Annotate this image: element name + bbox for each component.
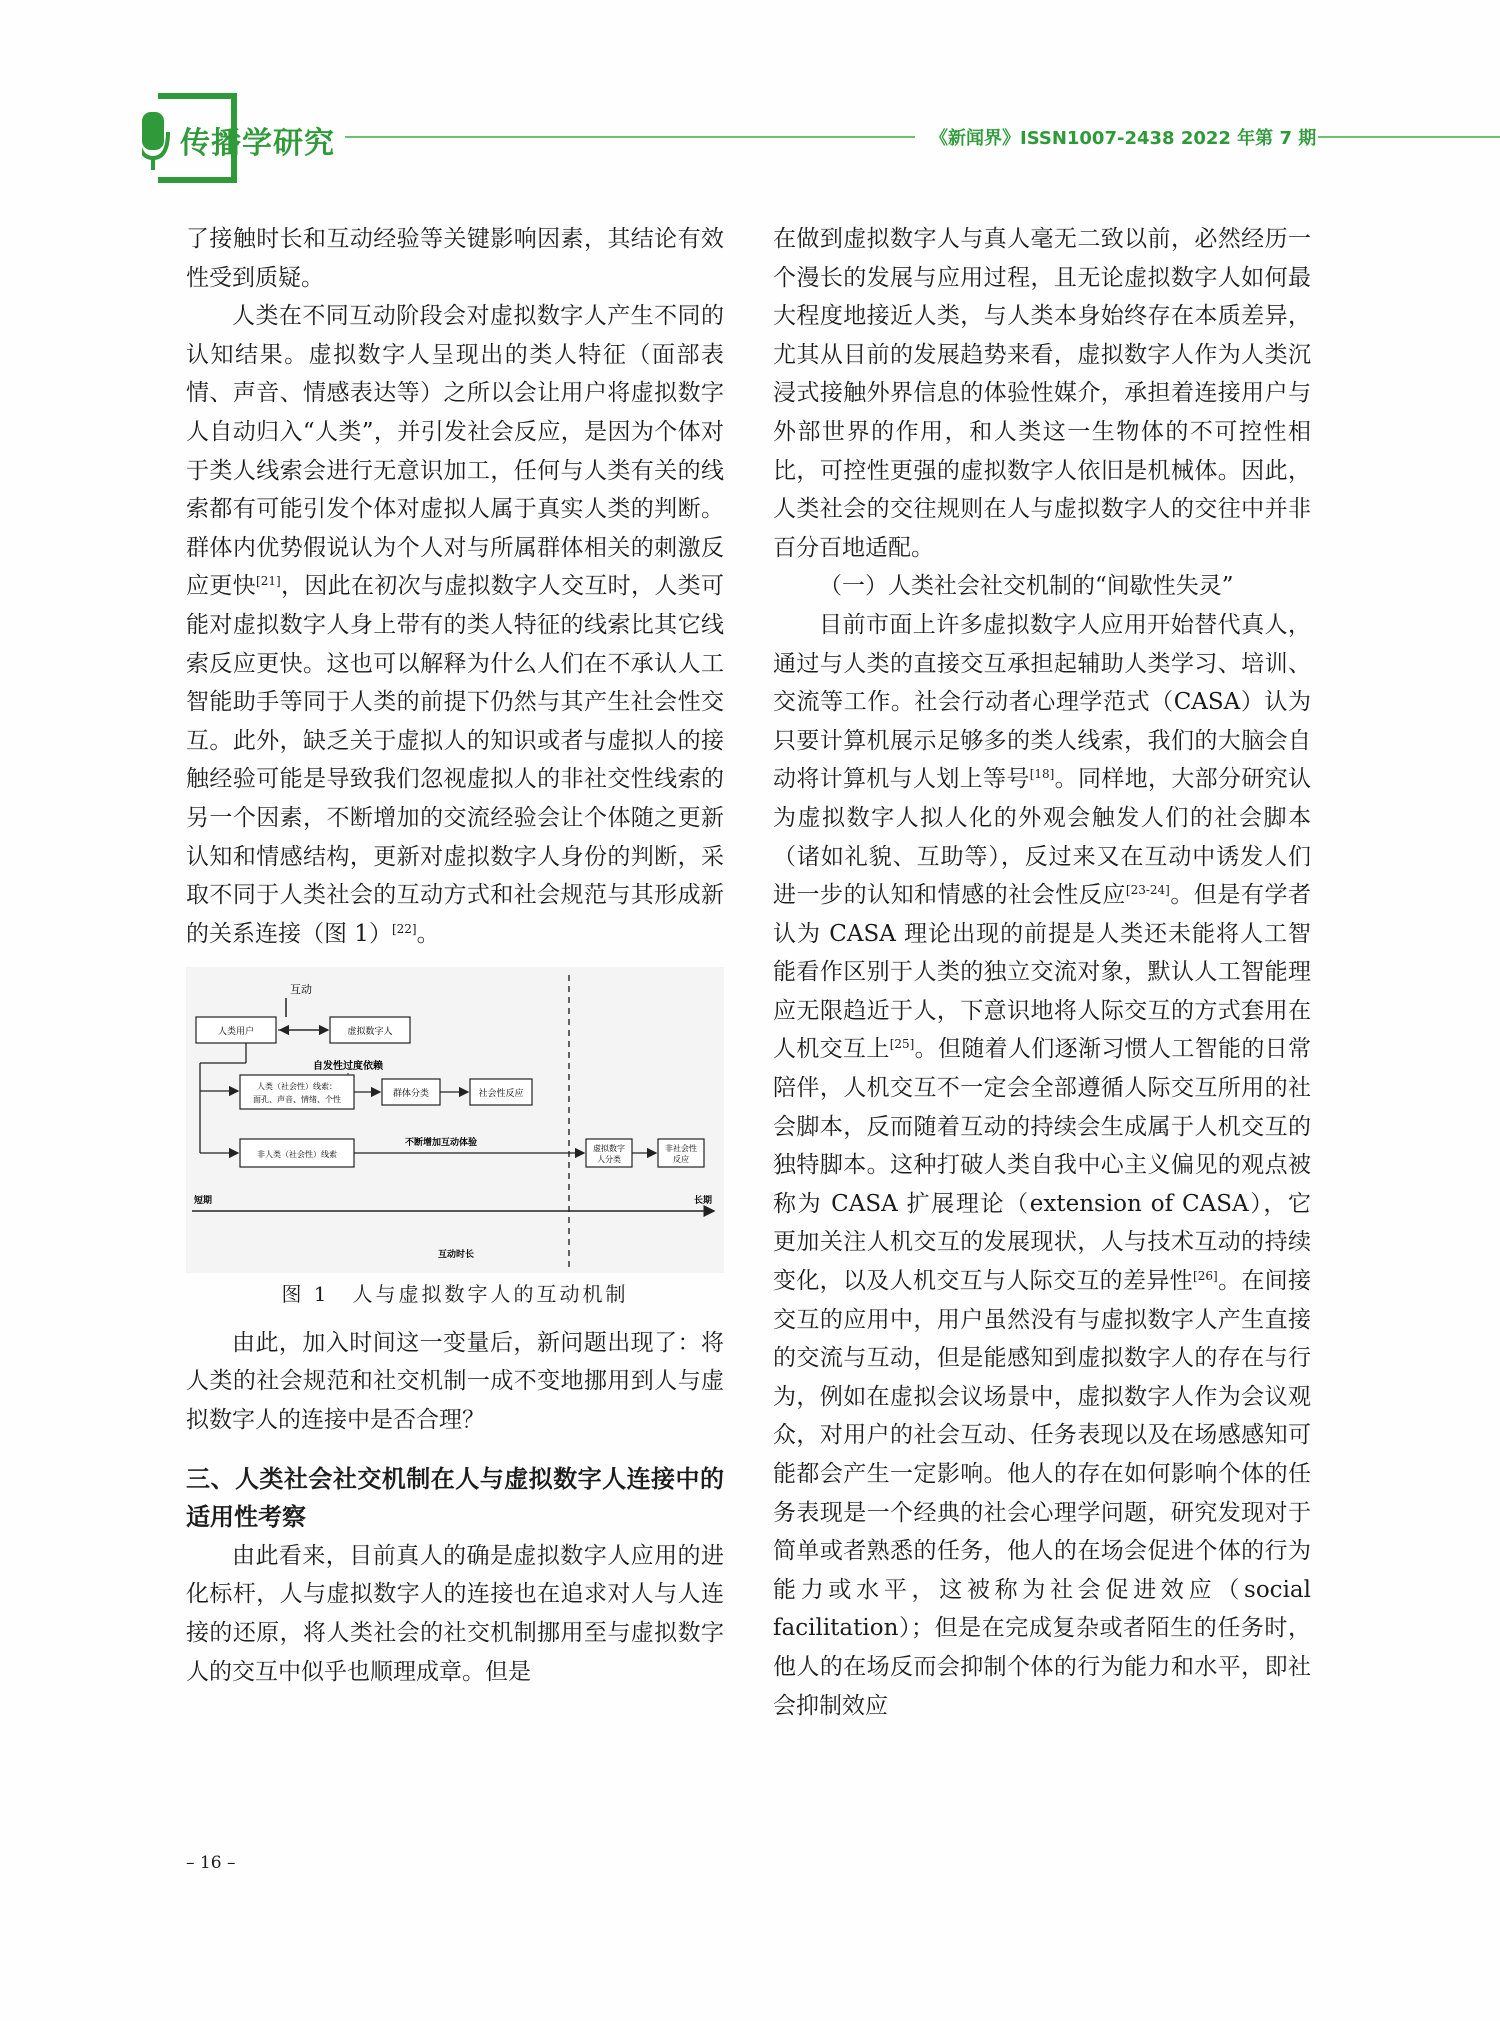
citation: [21] bbox=[256, 574, 281, 589]
paragraph: 了接触时长和互动经验等关键影响因素，其结论有效性受到质疑。 bbox=[186, 226, 724, 291]
right-column bbox=[773, 220, 1311, 1725]
paragraph: 人类在不同互动阶段会对虚拟数字人产生不同的认知结果。虚拟数字人呈现出的类人特征（面部表情、声音、情感表达等）之所以会让用户将虚拟数字人自动归入“人类”，并引发社会反应，是因为个体对于类人线索会进行无意识加工，任何与人类有关的线索都有可能引发个体对虚拟人属于真实人类的判断。群体内优势假说认为个人对与所属群体相关的刺激反应更快[21]，因此在初次与虚拟数字人交互时，人类可能对虚拟数字人身上带有的类人特征的线索比其它线索反应更快。这也可以解释为什么人们在不承认人工智能助手等同于人类的前提下仍然与其产生社会性交互。此外，缺乏关于虚拟人的知识或者与虚拟人的接触经验可能是导致我们忽视虚拟人的非社交性线索的另一个因素，不断增加的交流经验会让个体随之更新认知和情感结构，更新对虚拟数字人身份的判断，采取不同于人类社会的互动方式和社会规范与其形成新的关系连接（图 1）[22]。 bbox=[186, 303, 725, 947]
section-title: 传播学研究 bbox=[180, 126, 335, 161]
paragraph: 由此看来，目前真人的确是虚拟数字人应用的进化标杆，人与虚拟数字人的连接也在追求对人与人连接的还原，将人类社会的社交机制挪用至与虚拟数字人的交互中似乎也顺理成章。但是 bbox=[186, 1542, 724, 1685]
label-virtual-human: 虚拟数字人 bbox=[347, 1027, 393, 1038]
label-over-reliance: 自发性过度依赖 bbox=[313, 1061, 383, 1073]
label-social-response: 社会性反应 bbox=[478, 1089, 524, 1100]
label-increasing-experience: 不断增加互动体验 bbox=[404, 1138, 478, 1149]
figure-caption: 图 1 人与虚拟数字人的互动机制 bbox=[281, 1282, 629, 1307]
citation: [26] bbox=[1193, 1269, 1218, 1284]
label-interaction: 互动 bbox=[290, 983, 312, 997]
header-rule bbox=[345, 136, 915, 138]
figure-diagram bbox=[186, 967, 724, 1273]
label-social-cues: 人类（社会性）线索： bbox=[257, 1082, 337, 1092]
citation: [22] bbox=[391, 921, 417, 936]
citation: [18] bbox=[1029, 767, 1055, 782]
citation: [23-24] bbox=[1125, 883, 1170, 898]
label-long-term: 长期 bbox=[694, 1196, 713, 1207]
subsection-heading: （一）人类社会社交机制的“间歇性失灵” bbox=[819, 573, 1234, 600]
paragraph: 由此，加入时间这一变量后，新问题出现了：将人类的社会规范和社交机制一成不变地挪用到人与虚拟数字人的连接中是否合理？ bbox=[186, 1329, 724, 1434]
paragraph: 目前市面上许多虚拟数字人应用开始替代真人，通过与人类的直接交互承担起辅助人类学习、培训、交流等工作。社会行动者心理学范式（CASA）认为只要计算机展示足够多的类人线索，我们的大脑会自动将计算机与人划上等号[18]。同样地，大部分研究认为虚拟数字人拟人化的外观会触发人们的社会脚本（诸如礼貌、互助等），反过来又在互动中诱发人们进一步的认知和情感的社会性反应[23-24]。但是有学者认为 CASA 理论出现的前提是人类还未能将人工智能看作区别于人类的独立交流对象，默认人工智能理应无限趋近于人，下意识地将人际交互的方式套用在人机交互上[25]。但随着人们逐渐习惯人工智能的日常陪伴，人机交互不一定会全部遵循人际交互所用的社会脚本，反而随着互动的持续会生成属于人机交互的独特脚本。这种打破人类自我中心主义偏见的观点被称为 CASA 扩展理论（extension of CASA），它更加关注人机交互的发展现状，人与技术互动的持续变化，以及人机交互与人际交互的差异性[26]。在间接交互的应用中，用户虽然没有与虚拟数字人产生直接的交流与互动，但是能感知到虚拟数字人的存在与行为，例如在虚拟会议场景中，虚拟数字人作为会议观众，对用户的社会互动、任务表现以及在场感感知可能都会产生一定影响。他人的存在如何影响个体的任务表现是一个经典的社会心理学问题，研究发现对于简单或者熟悉的任务，他人的在场会促进个体的行为能力或水平，这被称为社会促进效应（social facilitation）；但是在完成复杂或者陌生的任务时，他人的在场反而会抑制个体的行为能力和水平，即社会抑制效应 bbox=[773, 611, 1312, 1719]
section-heading: 三、人类社会社交机制在人与虚拟数字人连接中的适用性考察 bbox=[186, 1464, 724, 1532]
label-human-user: 人类用户 bbox=[217, 1027, 255, 1038]
label-nonsocial-response-2: 反应 bbox=[673, 1155, 689, 1165]
label-social-cues-detail: 面孔、声音、情绪、个性 bbox=[253, 1095, 341, 1105]
header-rule bbox=[1318, 136, 1500, 138]
citation: [25] bbox=[889, 1037, 915, 1052]
label-interaction-time: 互动时长 bbox=[437, 1250, 475, 1261]
label-group-classification: 群体分类 bbox=[392, 1089, 430, 1100]
interaction-mechanism-diagram bbox=[186, 967, 724, 1273]
label-vh-classification: 虚拟数字 bbox=[593, 1144, 625, 1154]
label-nonsocial-cues: 非人类（社会性）线索 bbox=[257, 1150, 337, 1160]
journal-info: 《新闻界》ISSN1007-2438 2022 年第 7 期 bbox=[930, 128, 1317, 149]
label-vh-classification-2: 人分类 bbox=[597, 1155, 621, 1165]
paragraph: 在做到虚拟数字人与真人毫无二致以前，必然经历一个漫长的发展与应用过程，且无论虚拟数字人如何最大程度地接近人类，与人类本身始终存在本质差异，尤其从目前的发展趋势来看，虚拟数字人作为人类沉浸式接触外界信息的体验性媒介，承担着连接用户与外部世界的作用，和人类这一生物体的不可控性相比，可控性更强的虚拟数字人依旧是机械体。因此，人类社会的交往规则在人与虚拟数字人的交往中并非百分百地适配。 bbox=[773, 226, 1311, 561]
page-number: – 16 – bbox=[186, 1853, 236, 1873]
label-short-term: 短期 bbox=[194, 1196, 213, 1207]
left-column bbox=[186, 220, 724, 1691]
label-nonsocial-response: 非社会性 bbox=[665, 1144, 697, 1154]
